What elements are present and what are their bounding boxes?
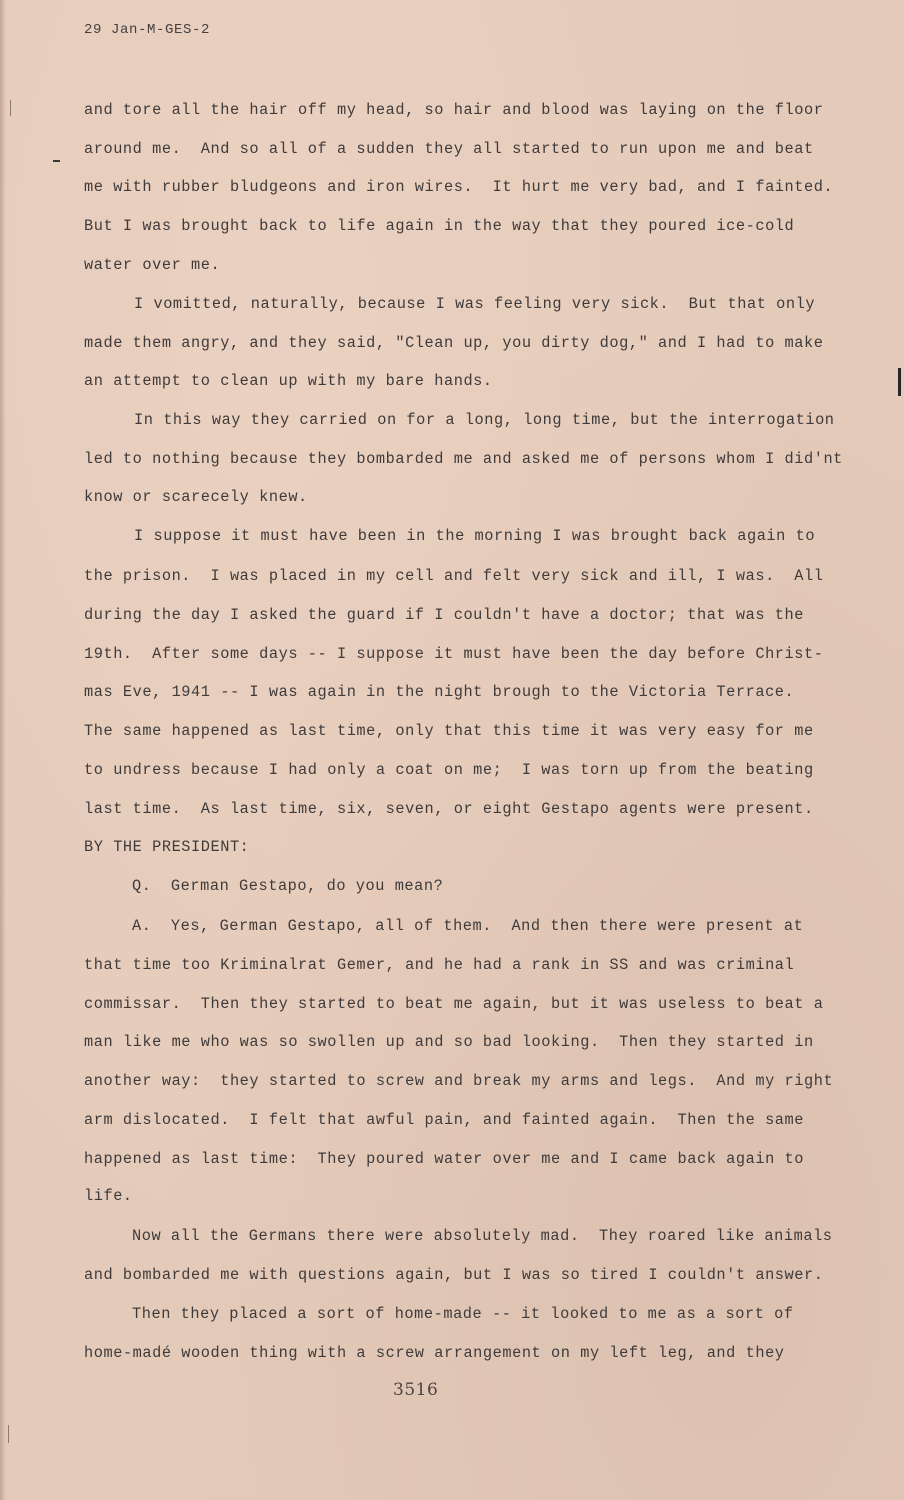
text-line: The same happened as last time, only that this time it was very easy for me xyxy=(84,722,814,740)
text-line: me with rubber bludgeons and iron wires. It hurt me very bad, and I fainted. xyxy=(84,178,834,196)
text-line: life. xyxy=(84,1187,133,1205)
text-line: around me. And so all of a sudden they all started to run upon me and beat xyxy=(84,140,814,158)
text-line: water over me. xyxy=(84,256,221,274)
paragraph-start: I vomitted, naturally, because I was feeling very sick. But that only xyxy=(134,295,816,313)
text-line: know or scarecely knew. xyxy=(84,488,308,506)
text-line: and bombarded me with questions again, but I was so tired I couldn't answer. xyxy=(84,1266,824,1284)
text-line: made them angry, and they said, "Clean up, you dirty dog," and I had to make xyxy=(84,334,824,352)
paragraph-start: In this way they carried on for a long, long time, but the interrogation xyxy=(134,411,835,429)
text-line: arm dislocated. I felt that awful pain, and fainted again. Then the same xyxy=(84,1111,804,1129)
text-line: 19th. After some days -- I suppose it must have been the day before Christ- xyxy=(84,645,824,663)
document-header: 29 Jan-M-GES-2 xyxy=(84,22,211,38)
text-line: during the day I asked the guard if I couldn't have a doctor; that was the xyxy=(84,606,804,624)
text-line: to undress because I had only a coat on me; I was torn up from the beating xyxy=(84,761,814,779)
text-line: the prison. I was placed in my cell and felt very sick and ill, I was. All xyxy=(84,567,824,585)
answer-line: A. Yes, German Gestapo, all of them. And then there were present at xyxy=(132,917,804,935)
text-line: commissar. Then they started to beat me again, but it was useless to beat a xyxy=(84,995,824,1013)
text-line: led to nothing because they bombarded me and asked me of persons whom I did'nt xyxy=(84,450,843,468)
text-line: mas Eve, 1941 -- I was again in the night brough to the Victoria Terrace. xyxy=(84,683,795,701)
text-line: last time. As last time, six, seven, or eight Gestapo agents were present. xyxy=(84,800,814,818)
text-line: home-madé wooden thing with a screw arrangement on my left leg, and they xyxy=(84,1344,785,1362)
text-line: man like me who was so swollen up and so bad looking. Then they started in xyxy=(84,1033,814,1051)
text-line: an attempt to clean up with my bare hands. xyxy=(84,372,493,390)
text-line: But I was brought back to life again in the way that they poured ice-cold xyxy=(84,217,795,235)
text-line: and tore all the hair off my head, so hair and blood was laying on the floor xyxy=(84,101,824,119)
text-line: that time too Kriminalrat Gemer, and he had a rank in SS and was criminal xyxy=(84,956,795,974)
paragraph-start: Now all the Germans there were absolutely mad. They roared like animals xyxy=(132,1227,833,1245)
text-line: another way: they started to screw and break my arms and legs. And my right xyxy=(84,1072,834,1090)
question-line: Q. German Gestapo, do you mean? xyxy=(132,877,444,895)
text-line: happened as last time: They poured water over me and I came back again to xyxy=(84,1150,804,1168)
paragraph-start: I suppose it must have been in the morning I was brought back again to xyxy=(134,527,816,545)
page-number: 3516 xyxy=(393,1380,439,1400)
paragraph-start: Then they placed a sort of home-made -- it looked to me as a sort of xyxy=(132,1305,794,1323)
speaker-heading: BY THE PRESIDENT: xyxy=(84,838,250,856)
